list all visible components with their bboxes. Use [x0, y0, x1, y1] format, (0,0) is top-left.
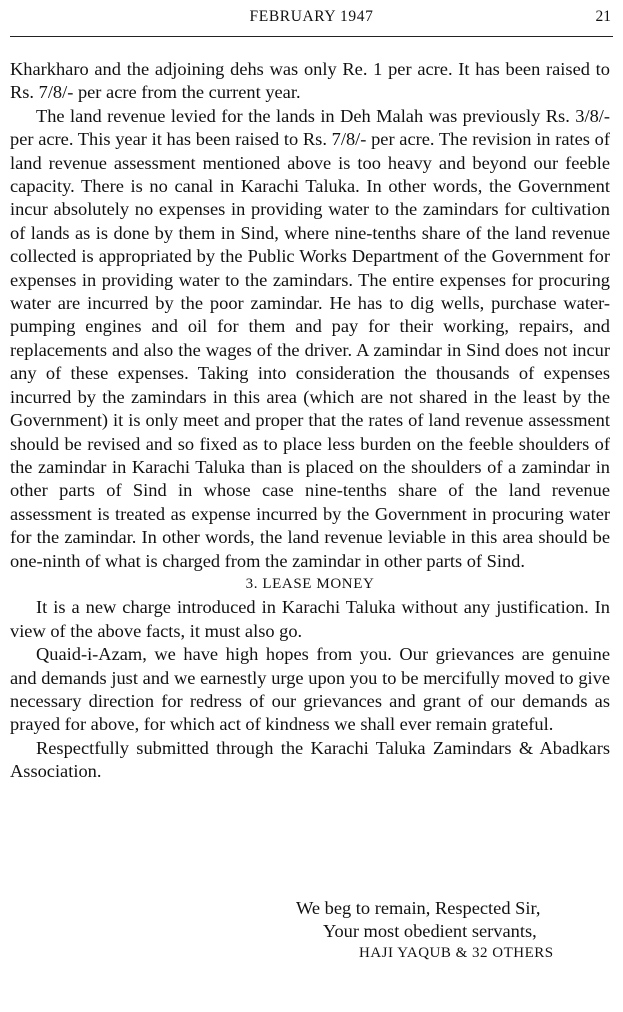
paragraph-land-revenue: The land revenue levied for the lands in Deh Malah was previously Rs. 3/8/- per acre. This year it has been raised to Rs. 7/8/- per acre. The revision in rates of land revenue assessment mentioned above is too heavy and beyond our feeble capacity. There is no canal in Karachi Taluka. In other words, the Government incur absolutely no expenses in providing water to the zamindars for cultivation of lands as is done by them in Sind, where nine-tenths share of the land revenue collected is appropriated by the Public Works Department of the Government for expenses in providing water to the zamindars. The entire expenses for procuring water are incurred by the poor zamindar. He has to dig wells, purchase water-pumping engines and oil for them and pay for their working, repairs, and replacements and also the wages of the driver. A zamindar in Sind does not incur any of these expenses. Taking into consideration the thousands of expenses incurred by the zamindars in this area (which are not shared in the least by the Government) it is only meet and proper that the rates of land revenue assessment should be revised and so fixed as to place less burden on the feeble shoulders of the zamindar in Karachi Taluka than is placed on the shoulders of a zamindar in other parts of Sind in whose case nine-tenths share of the land revenue assessment is treated as expense incurred by the Government in procuring water for the zamindar. In other words, the land revenue leviable in this area should be one-ninth of what is charged from the zamindar in other parts of Sind. — [10, 105, 610, 571]
header-title: FEBRUARY 1947 — [249, 8, 374, 25]
closing-line-2: Your most obedient servants, — [323, 921, 537, 941]
body-text — [10, 58, 610, 784]
signature: HAJI YAQUB & 32 OTHERS — [359, 945, 554, 961]
paragraph-appeal: Quaid-i-Azam, we have high hopes from you. Our grievances are genuine and demands just and we earnestly urge upon you to be mercifully moved to give necessary direction for redress of our grievances and grant of our demands as prayed for above, for which act of kindness we shall ever remain grateful. — [10, 644, 610, 735]
paragraph-submission: Respectfully submitted through the Karachi Taluka Zamindars & Abadkars Association. — [10, 737, 610, 782]
section-heading-lease-money: 3. LEASE MONEY — [245, 575, 375, 592]
page-header — [10, 6, 613, 37]
paragraph-lease-charge: It is a new charge introduced in Karachi Taluka without any justification. In view of the above facts, it must also go. — [10, 597, 610, 641]
page-number: 21 — [595, 8, 611, 25]
paragraph-continued: Kharkharo and the adjoining dehs was only Re. 1 per acre. It has been raised to Rs. 7/8/- per acre from the current year. — [10, 59, 610, 103]
closing-line-1: We beg to remain, Respected Sir, — [296, 898, 541, 918]
